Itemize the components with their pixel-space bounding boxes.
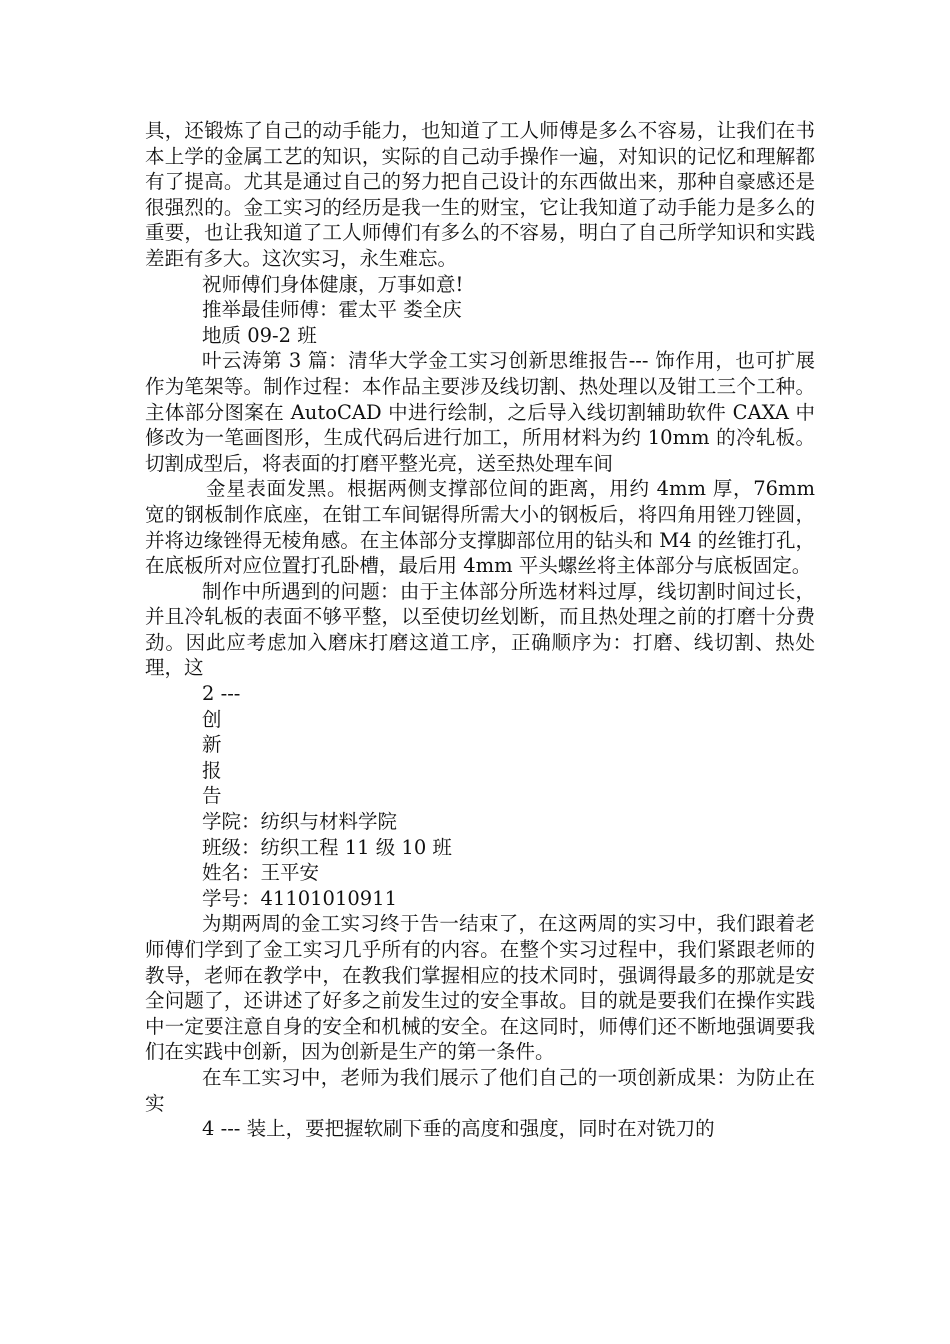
document-page [145,118,815,1142]
paragraph-report-3-intro: 叶云涛第 3 篇：清华大学金工实习创新思维报告--- 饰作用，也可扩展作为笔架等。制作过程：本作品主要涉及线切割、热处理以及钳工三个工种。主体部分图案在 AutoCAD 中进行绘制，之后导入线切割辅助软件 CAXA 中修改为一笔画图形，生成代码后进行加工，所用材料为约 10mm 的冷轧板。切割成型后，将表面的打磨平整光亮，送至热处理车间 [145,349,815,475]
title-char-4: 告 [202,784,222,808]
title-char-3: 报 [202,758,222,782]
field-class: 班级：纺织工程 11 级 10 班 [202,835,452,859]
paragraph-recommend-masters: 推举最佳师傅：霍太平 娄全庆 [202,298,462,322]
title-char-2: 新 [202,733,222,757]
paragraph-problems: 制作中所遇到的问题：由于主体部分所选材料过厚，线切割时间过长，并且冷轧板的表面不够平整，以至使切丝划断，而且热处理之前的打磨十分费劲。因此应考虑加入磨床打磨这道工序，正确顺序为：打磨、线切割、热处理，这 [145,579,815,680]
paragraph-base-making: 金星表面发黑。根据两侧支撑部位间的距离，用约 4mm 厚，76mm 宽的钢板制作底座，在钳工车间锯得所需大小的钢板后，将四角用锉刀锉圆，并将边缘锉得无棱角感。在主体部分支撑脚部位用的钻头和 M4 的丝锥打孔，在底板所对应位置打孔卧槽，最后用 4mm 平头螺丝将主体部分与底板固定。 [145,477,815,578]
paragraph-lathe-innovation: 在车工实习中，老师为我们展示了他们自己的一项创新成果：为防止在实 [145,1065,815,1115]
paragraph-class-name: 地质 09-2 班 [202,323,317,347]
paragraph-blessing: 祝师傅们身体健康，万事如意! [202,272,464,296]
title-char-1: 创 [202,707,222,731]
page-separator-2: 2 --- [202,682,241,706]
field-name: 姓名：王平安 [202,861,320,885]
paragraph-two-weeks: 为期两周的金工实习终于告一结束了，在这两周的实习中，我们跟着老师傅们学到了金工实习几乎所有的内容。在整个实习过程中，我们紧跟老师的教导，老师在教学中，在教我们掌握相应的技术同时，强调得最多的那就是安全问题了，还讲述了好多之前发生过的安全事故。目的就是要我们在操作实践中一定要注意自身的安全和机械的安全。在这同时，师傅们还不断地强调要我们在实践中创新，因为创新是生产的第一条件。 [145,912,815,1064]
field-student-id: 学号：41101010911 [202,886,397,910]
field-college: 学院：纺织与材料学院 [202,810,398,834]
paragraph-page-4-fragment: 4 --- 装上，要把握软刷下垂的高度和强度，同时在对铣刀的 [202,1117,715,1141]
paragraph-experience-summary: 具，还锻炼了自己的动手能力，也知道了工人师傅是多么不容易，让我们在书本上学的金属工艺的知识，实际的自己动手操作一遍，对知识的记忆和理解都有了提高。尤其是通过自己的努力把自己设计的东西做出来，那种自豪感还是很强烈的。金工实习的经历是我一生的财宝，它让我知道了动手能力是多么的重要，也让我知道了工人师傅们有多么的不容易，明白了自己所学知识和实践差距有多大。这次实习，永生难忘。 [145,119,815,270]
